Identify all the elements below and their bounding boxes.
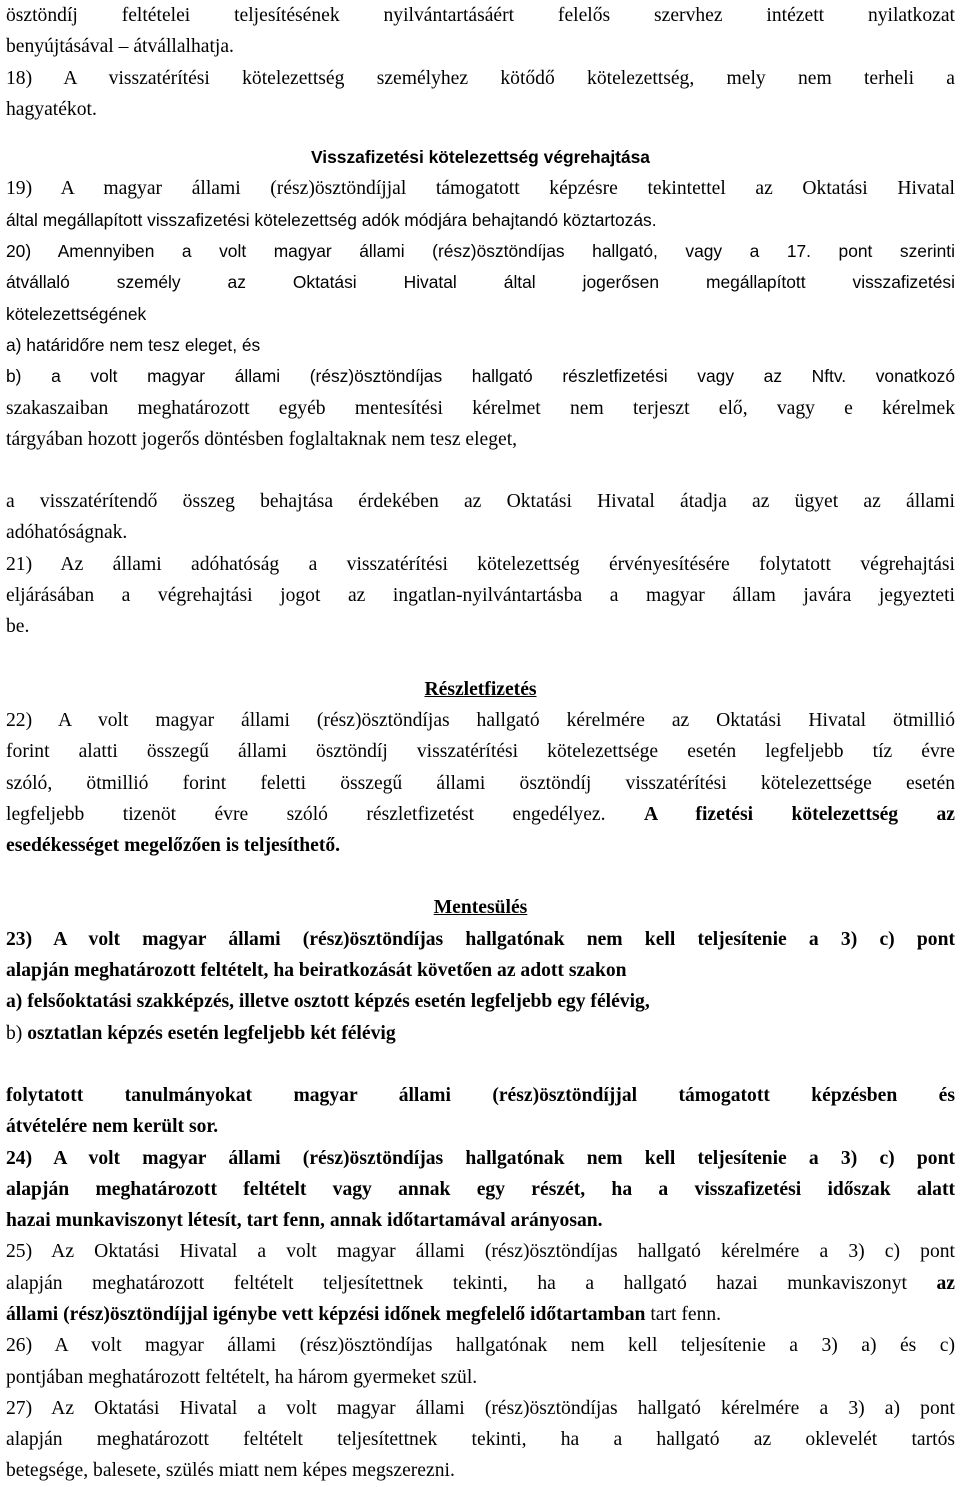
text-line: alapján meghatározott feltételt teljesítettnek tekinti, ha a hallgató az oklevelét tartós — [6, 1429, 955, 1451]
text-line: 21) Az állami adóhatóság a visszatérítési kötelezettség érvényesítésére folytatott végrehajtási — [6, 553, 955, 575]
text-line: állami (rész)ösztöndíjjal igénybe vett képzési időnek megfelelő időtartamban tart fenn. — [6, 1303, 722, 1325]
text-line: b) osztatlan képzés esetén legfeljebb két félévig — [6, 1022, 396, 1044]
section-heading-exemption: Mentesülés — [433, 897, 528, 919]
text-line: alapján meghatározott feltételt teljesítettnek tekinti, ha a hallgató hazai munkaviszonyt az — [6, 1272, 955, 1294]
spacer — [6, 1049, 955, 1080]
text-line: legfeljebb tizenöt évre szóló részletfizetést engedélyez. A fizetési kötelezettség az — [6, 803, 956, 825]
text-line: alapján meghatározott feltételt, ha beiratkozását követően az adott szakon — [6, 960, 627, 982]
spacer — [6, 125, 955, 142]
text-line: benyújtásával – átvállalhatja. — [6, 36, 234, 58]
text-line: 18) A visszatérítési kötelezettség személyhez kötődő kötelezettség, mely nem terheli a — [6, 67, 955, 89]
spacer — [6, 643, 955, 674]
text-line: be. — [6, 616, 30, 638]
text-line: alapján meghatározott feltételt vagy annak egy részét, ha a visszafizetési időszak alatt — [6, 1178, 955, 1200]
text-line: átvételére nem került sor. — [6, 1116, 219, 1138]
text-line: esedékességet megelőzően is teljesíthető. — [6, 835, 341, 857]
text-line: szakaszaiban meghatározott egyéb mentesítési kérelmet nem terjeszt elő, vagy e kérelmek — [6, 397, 955, 419]
text-line: b) a volt magyar állami (rész)ösztöndíjas hallgató részletfizetési vagy az Nftv. vonatkozó — [6, 366, 955, 387]
spacer — [6, 861, 955, 892]
text-line: forint alatti összegű állami ösztöndíj visszatérítési kötelezettsége esetén legfeljebb tíz évre — [6, 741, 955, 763]
text-line: ösztöndíj feltételei teljesítésének nyilvántartásáért felelős szervhez intézett nyilatkozat — [6, 5, 955, 26]
text-line: 19) A magyar állami (rész)ösztöndíjjal támogatott képzésre tekintettel az Oktatási Hivatal — [6, 178, 955, 200]
text-line: 20) Amennyiben a volt magyar állami (rész)ösztöndíjas hallgató, vagy a 17. pont szerinti — [6, 241, 955, 262]
text-line: a visszatérítendő összeg behajtása érdekében az Oktatási Hivatal átadja az ügyet az állami — [6, 491, 955, 513]
text-line: 22) A volt magyar állami (rész)ösztöndíjas hallgató kérelmére az Oktatási Hivatal ötmillió — [6, 709, 955, 731]
spacer — [6, 455, 955, 486]
text-line: által megállapított visszafizetési kötelezettség adók módjára behajtandó köztartozás. — [6, 209, 657, 230]
text-line: tárgyában hozott jogerős döntésben foglaltaknak nem tesz eleget, — [6, 428, 518, 450]
text-line: pontjában meghatározott feltételt, ha három gyermeket szül. — [6, 1366, 478, 1388]
text-line: hazai munkaviszonyt létesít, tart fenn, annak időtartamával arányosan. — [6, 1210, 603, 1232]
text-line: adóhatóságnak. — [6, 522, 128, 544]
section-heading-enforcement: Visszafizetési kötelezettség végrehajtása — [311, 147, 650, 168]
text-line: eljárásában a végrehajtási jogot az ingatlan-nyilvántartásba a magyar állam javára jegyezteti — [6, 585, 955, 607]
text-line: 27) Az Oktatási Hivatal a volt magyar állami (rész)ösztöndíjas hallgató kérelmére a 3) a) pont — [6, 1397, 955, 1419]
text-line: a) határidőre nem tesz eleget, és — [6, 334, 261, 355]
text-line: 24) A volt magyar állami (rész)ösztöndíjas hallgatónak nem kell teljesítenie a 3) c) pont — [6, 1147, 955, 1169]
text-line: 26) A volt magyar állami (rész)ösztöndíjas hallgatónak nem kell teljesítenie a 3) a) és c) — [6, 1335, 955, 1357]
text-line: kötelezettségének — [6, 303, 147, 324]
text-line: a) felsőoktatási szakképzés, illetve osztott képzés esetén legfeljebb egy félévig, — [6, 991, 650, 1013]
text-line: 23) A volt magyar állami (rész)ösztöndíjas hallgatónak nem kell teljesítenie a 3) c) pont — [6, 928, 955, 950]
text-line: hagyatékot. — [6, 98, 97, 120]
text-line: szóló, ötmillió forint feletti összegű állami ösztöndíj visszatérítési kötelezettsége esetén — [6, 772, 955, 794]
section-heading-installments: Részletfizetés — [424, 678, 537, 700]
text-line: betegsége, balesete, szülés miatt nem képes megszerezni. — [6, 1460, 455, 1482]
text-line: 25) Az Oktatási Hivatal a volt magyar állami (rész)ösztöndíjas hallgató kérelmére a 3) c) pont — [6, 1241, 955, 1263]
text-line: folytatott tanulmányokat magyar állami (rész)ösztöndíjjal támogatott képzésben és — [6, 1084, 955, 1106]
text-line: átvállaló személy az Oktatási Hivatal által jogerősen megállapított visszafizetési — [6, 272, 955, 293]
